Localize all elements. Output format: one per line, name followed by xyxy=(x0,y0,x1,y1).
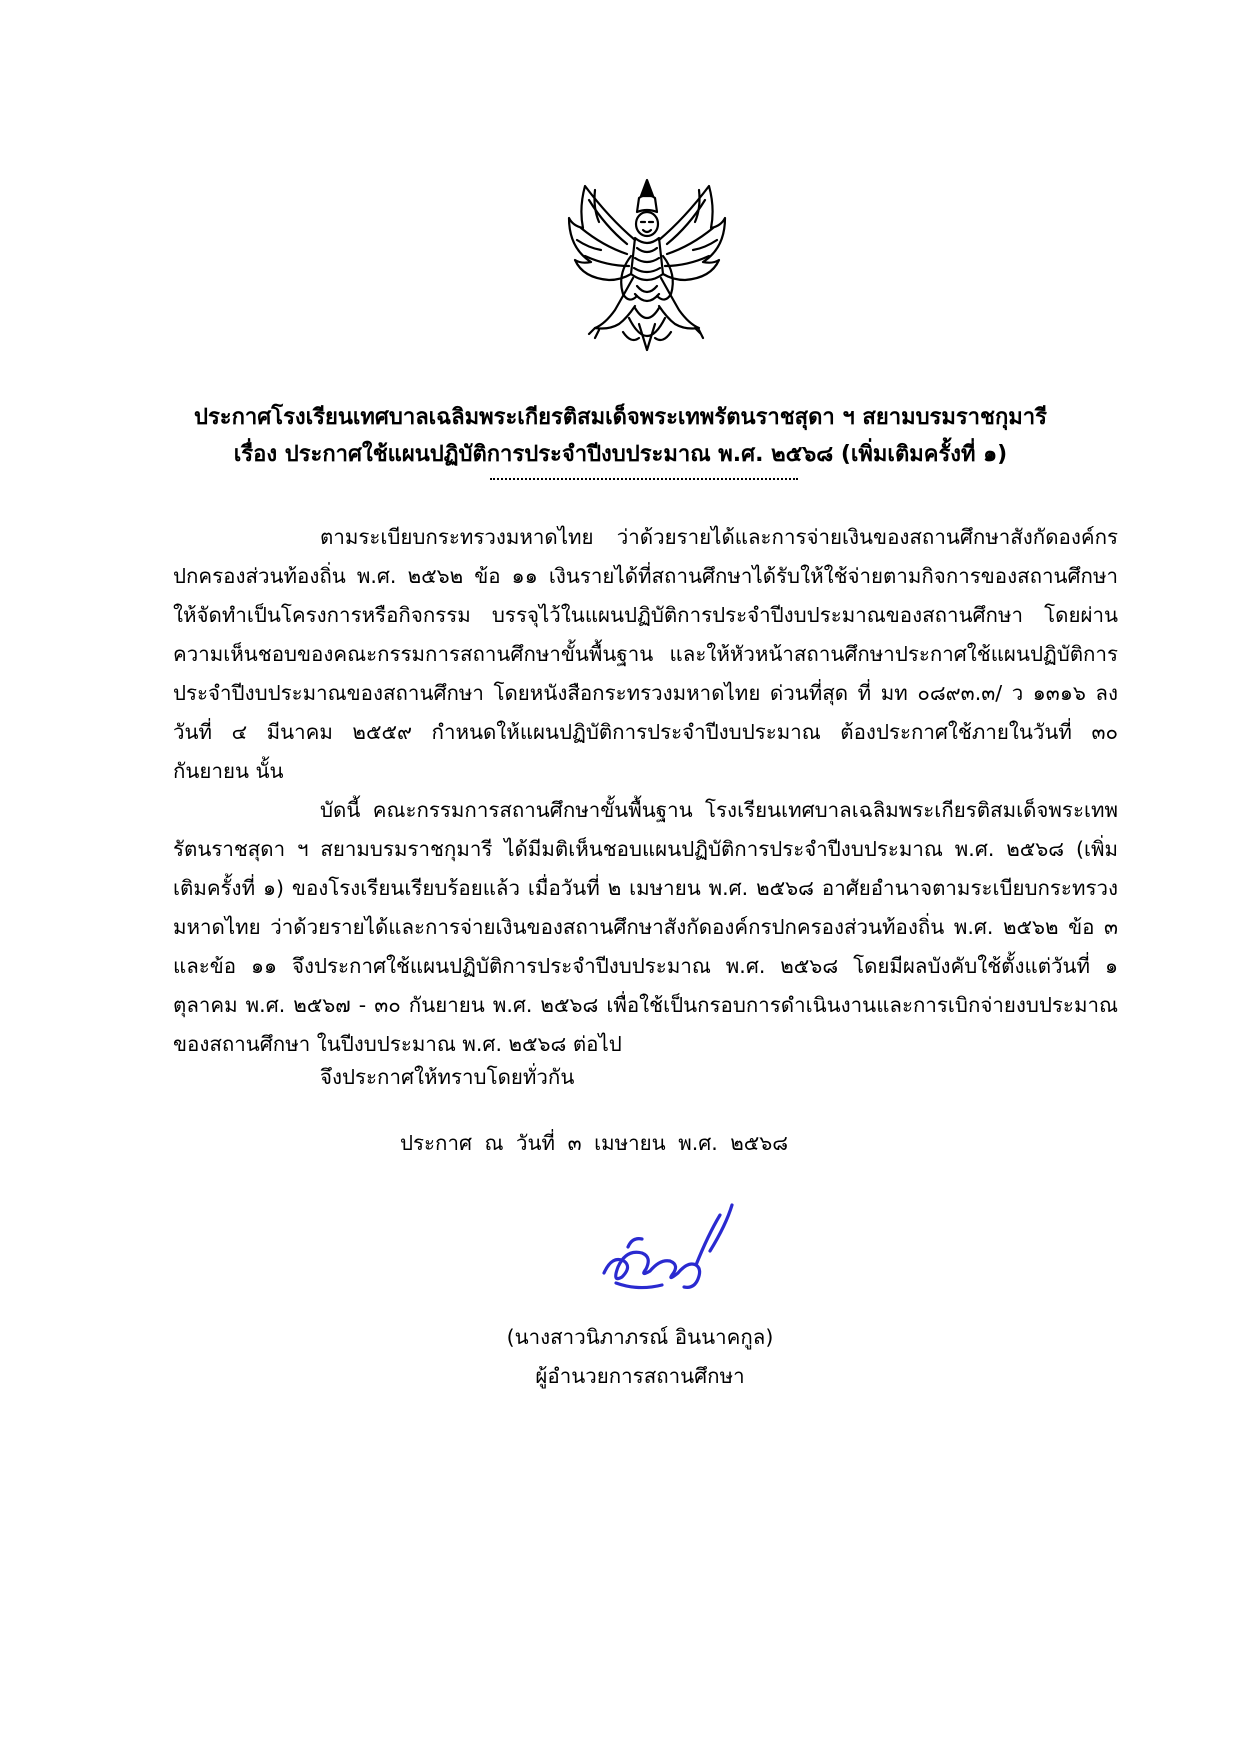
announcement-date: ประกาศ ณ วันที่ ๓ เมษายน พ.ศ. ๒๕๖๘ xyxy=(400,1131,789,1155)
announcement-body xyxy=(173,518,1118,1064)
garuda-emblem-icon xyxy=(565,178,729,356)
signer-name: (นางสาวนิภาภรณ์ อินนาคกูล) xyxy=(506,1325,774,1349)
body-paragraph-2: บัดนี้ คณะกรรมการสถานศึกษาขั้นพื้นฐาน โรงเรียนเทศบาลเฉลิมพระเกียรติสมเด็จพระเทพรัตนราชสุดา ฯ สยามบรมราชกุมารี ได้มีมติเห็นชอบแผนปฏิบัติการประจำปีงบประมาณ พ.ศ. ๒๕๖๘ (เพิ่มเติมครั้งที่ ๑) ของโรงเรียนเรียบร้อยแล้ว เมื่อวันที่ ๒ เมษายน พ.ศ. ๒๕๖๘ อาศัยอำนาจตามระเบียบกระทรวงมหาดไทย ว่าด้วยรายได้และการจ่ายเงินของสถานศึกษาสังกัดองค์กรปกครองส่วนท้องถิ่น พ.ศ. ๒๕๖๒ ข้อ ๓ และข้อ ๑๑ จึงประกาศใช้แผนปฏิบัติการประจำปีงบประมาณ พ.ศ. ๒๕๖๘ โดยมีผลบังคับใช้ตั้งแต่วันที่ ๑ ตุลาคม พ.ศ. ๒๕๖๗ - ๓๐ กันยายน พ.ศ. ๒๕๖๘ เพื่อใช้เป็นกรอบการดำเนินงานและการเบิกจ่ายงบประมาณของสถานศึกษา ในปีงบประมาณ พ.ศ. ๒๕๖๘ ต่อไป xyxy=(173,798,1118,1056)
closing-statement: จึงประกาศให้ทราบโดยทั่วกัน xyxy=(320,1065,575,1089)
signer-position: ผู้อำนวยการสถานศึกษา xyxy=(535,1364,745,1388)
announcement-subject: เรื่อง ประกาศใช้แผนปฏิบัติการประจำปีงบประมาณ พ.ศ. ๒๕๖๘ (เพิ่มเติมครั้งที่ ๑) xyxy=(233,442,1008,467)
announcement-title: ประกาศโรงเรียนเทศบาลเฉลิมพระเกียรติสมเด็จพระเทพรัตนราชสุดา ฯ สยามบรมราชกุมารี xyxy=(194,405,1047,430)
body-paragraph-1: ตามระเบียบกระทรวงมหาดไทย ว่าด้วยรายได้และการจ่ายเงินของสถานศึกษาสังกัดองค์กรปกครองส่วนท้องถิ่น พ.ศ. ๒๕๖๒ ข้อ ๑๑ เงินรายได้ที่สถานศึกษาได้รับให้ใช้จ่ายตามกิจการของสถานศึกษาให้จัดทำเป็นโครงการหรือกิจกรรม บรรจุไว้ในแผนปฏิบัติการประจำปีงบประมาณของสถานศึกษา โดยผ่านความเห็นชอบของคณะกรรมการสถานศึกษาขั้นพื้นฐาน และให้หัวหน้าสถานศึกษาประกาศใช้แผนปฏิบัติการประจำปีงบประมาณของสถานศึกษา โดยหนังสือกระทรวงมหาดไทย ด่วนที่สุด ที่ มท ๐๘๙๓.๓/ ว ๑๓๑๖ ลงวันที่ ๔ มีนาคม ๒๕๕๙ กำหนดให้แผนปฏิบัติการประจำปีงบประมาณ ต้องประกาศใช้ภายในวันที่ ๓๐ กันยายน นั้น xyxy=(173,525,1118,783)
handwritten-signature xyxy=(598,1195,738,1305)
dotted-divider xyxy=(490,478,798,480)
